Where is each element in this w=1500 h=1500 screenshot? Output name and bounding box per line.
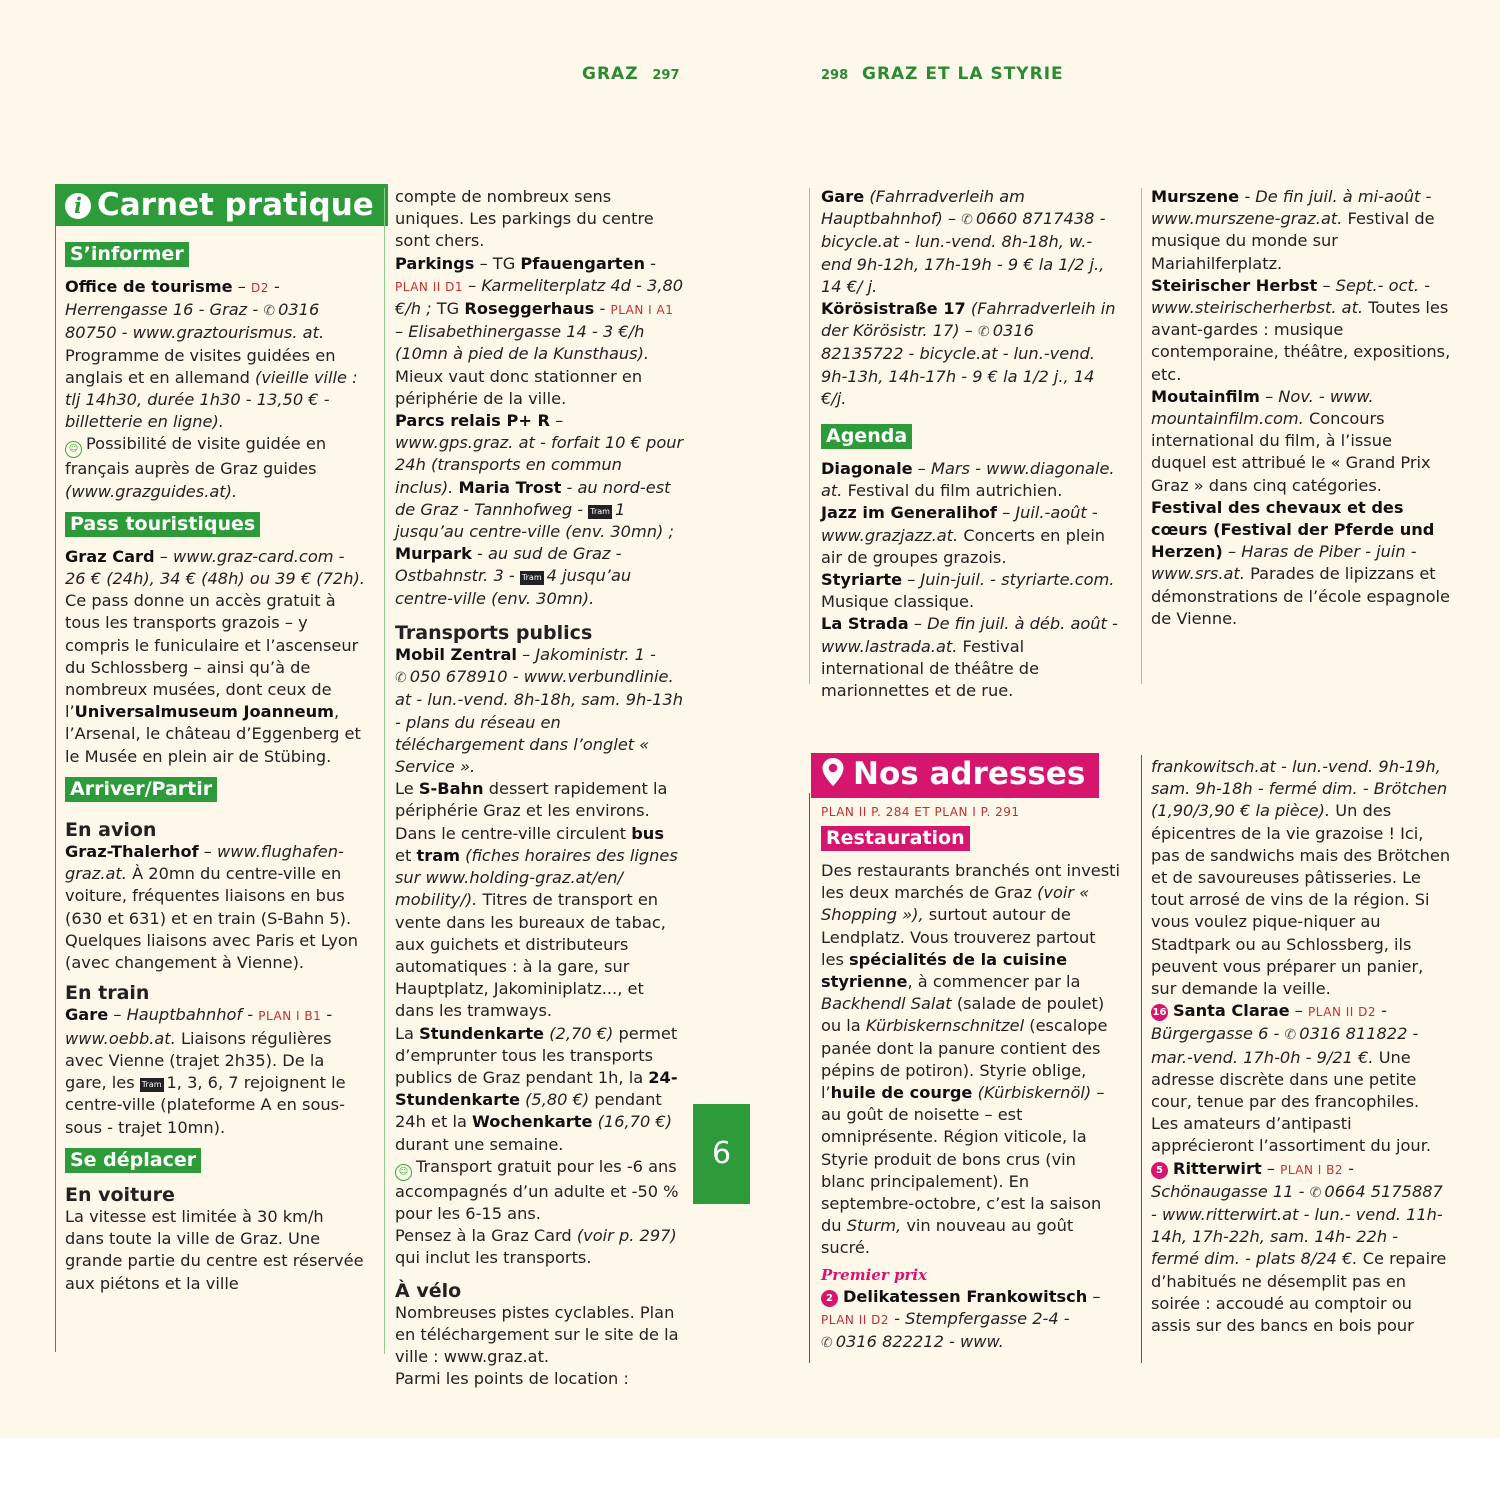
plan-reference: PLAN II P. 284 ET PLAN I P. 291 bbox=[821, 805, 1020, 819]
tram-icon: Tram bbox=[520, 571, 544, 585]
tram-icon: Tram bbox=[588, 505, 612, 519]
styriarte-entry: Styriarte – Juin-juil. - styriarte.com. Musique classique. bbox=[821, 570, 1115, 612]
delikatessen-entry: 2 Delikatessen Frankowitsch – PLAN II D2 - Stempfergasse 2-4 - ✆ 0316 822212 - www. bbox=[821, 1286, 1101, 1352]
left-running-header bbox=[582, 64, 680, 84]
bike-gare-entry: Gare (Fahrradverleih am Hauptbahnhof) – ✆ 0660 8717438 - bicycle.at - lun.-vend. 8h-18h, w.-end 9h-12h, 17h-19h - 9 € la 1/2 j., 14 €/ j. bbox=[821, 187, 1106, 296]
parcs-relais-entry: Parcs relais P+ R – www.gps.graz. at - forfait 10 € pour 24h (transports en commun inclus). Maria Trost - au nord-est de Graz - Tannhofweg - Tram 1 jusqu’au centre-ville (env. 30mn) ; Murpark - au sud de Graz - Ostbahnstr. 3 - Tram 4 jusqu’au centre-ville (env. 30mn). bbox=[395, 411, 684, 608]
map-pin-icon bbox=[821, 756, 845, 798]
velo-location-text: Parmi les points de location : bbox=[395, 1369, 629, 1389]
festival-chevaux-entry: Festival des chevaux et des cœurs (Festival der Pferde und Herzen) – Haras de Piber - juin - www.srs.at. Parades de lipizzans et démonstrations de l’école espagnole de Vienne. bbox=[1151, 497, 1450, 628]
col6-rule bbox=[1141, 755, 1142, 1363]
parkings-entry: Parkings – TG Pfauengarten - PLAN II D1 – Karmeliterplatz 4d - 3,80 €/h ; TG Roseggerhaus - PLAN I A1 – Elisabethinergasse 14 - 3 €/h (10mn à pied de la Kunsthaus). bbox=[395, 253, 684, 364]
column-3 bbox=[821, 186, 1121, 702]
premier-prix-label: Premier prix bbox=[821, 1265, 927, 1284]
train-heading: En train bbox=[65, 982, 150, 1005]
phone-icon: ✆ bbox=[1309, 1184, 1322, 1201]
velo-heading: À vélo bbox=[395, 1279, 462, 1302]
tram-icon: Tram bbox=[140, 1078, 164, 1092]
graz-card-entry: Graz Card – www.graz-card.com - 26 € (24h), 34 € (48h) ou 39 € (72h). Ce pass donne un accès gratuit à tous les transports grazois – y compris le funiculaire et l’ascenseur du Schlossberg – ainsi qu’à de nombreux musées, dont ceux de l’Universalmuseum Joanneum, l’Arsenal, le château d’Eggenberg et le Musée en plein air de Stübing. bbox=[65, 546, 365, 766]
deplacer-heading: Se déplacer bbox=[65, 1148, 201, 1173]
column-5 bbox=[821, 801, 1121, 1354]
carnet-pratique-title: i Carnet pratique bbox=[55, 184, 388, 226]
free-transport-text: ☺ Transport gratuit pour les -6 ans accompagnés d’un adulte et -50 % pour les 6-15 ans. bbox=[395, 1156, 679, 1223]
voiture-text: La vitesse est limitée à 30 km/h dans toute la ville de Graz. Une grande partie du centre est réservée aux piétons et la ville bbox=[65, 1206, 364, 1293]
right-running-header bbox=[821, 64, 1064, 84]
column-4 bbox=[1151, 186, 1451, 630]
right-header-title: GRAZ ET LA STYRIE bbox=[861, 64, 1064, 84]
info-icon: i bbox=[65, 193, 91, 219]
diagonale-entry: Diagonale – Mars - www.diagonale. at. Festival du film autrichien. bbox=[821, 459, 1115, 501]
mountainfilm-entry: Moutainfilm – Nov. - www. mountainfilm.com. Concours international du film, à l’issue duquel est attribué le « Grand Prix Graz » dans cinq catégories. bbox=[1151, 386, 1431, 495]
avion-entry: Graz-Thalerhof – www.flughafen-graz.at. À 20mn du centre-ville en voiture, fréquentes liaisons en bus (630 et 631) et en train (S-Bahn 5). Quelques liaisons avec Paris et Lyon (avec changement à Vienne). bbox=[65, 842, 359, 973]
phone-icon: ✆ bbox=[821, 1335, 833, 1352]
herbst-entry: Steirischer Herbst – Sept.- oct. - www.steirischerherbst. at. Toutes les avant-gardes : musique contemporaine, théâtre, expositions, etc. bbox=[1151, 275, 1451, 384]
murszene-entry: Murszene - De fin juil. à mi-août - www.murszene-graz.at. Festival de musique du monde sur Mariahilferplatz. bbox=[1151, 187, 1435, 273]
left-header-title: GRAZ bbox=[582, 64, 639, 84]
graz-card-reminder: Pensez à la Graz Card (voir p. 297) qui inclut les transports. bbox=[395, 1226, 677, 1268]
right-page-number: 298 bbox=[821, 68, 849, 83]
velo-text: Nombreuses pistes cyclables. Plan en téléchargement sur le site de la ville : www.graz.at. bbox=[395, 1302, 679, 1367]
col4-rule bbox=[1141, 188, 1142, 684]
col3-rule bbox=[809, 188, 810, 684]
column-1 bbox=[65, 234, 365, 1295]
avion-heading: En avion bbox=[65, 818, 157, 841]
mobil-zentral-entry: Mobil Zentral – Jakoministr. 1 - ✆ 050 678910 - www.verbundlinie. at - lun.-vend. 8h-18h, sam. 9h-13h - plans du réseau en téléchargement dans l’onglet « Service ». bbox=[395, 645, 683, 777]
parking-intro: compte de nombreux sens uniques. Les parkings du centre sont chers. bbox=[395, 187, 654, 251]
delikatessen-cont: frankowitsch.at - lun.-vend. 9h-19h, sam. 9h-18h - fermé dim. - Brötchen (1,90/3,90 € la pièce). Un des épicentres de la vie grazoise ! Ici, pas de sandwichs mais des Brötchen et de savoureuses pâtisseries. Le tout arrosé de vins de la région. Si vous voulez pique-niquer au Stadtpark ou au Schlossberg, ils peuvent vous préparer un panier, sur demande la veille. bbox=[1151, 757, 1451, 999]
sinformer-heading: S’informer bbox=[65, 242, 189, 267]
smile-icon: ☺ bbox=[65, 441, 82, 458]
voiture-heading: En voiture bbox=[65, 1183, 175, 1206]
arriver-heading: Arriver/Partir bbox=[65, 777, 217, 802]
stationner-text: Mieux vaut donc stationner en périphérie de la ville. bbox=[395, 366, 643, 408]
office-note: ☺ Possibilité de visite guidée en français auprès de Graz guides (www.grazguides.at). bbox=[65, 434, 327, 501]
phone-icon: ✆ bbox=[978, 324, 990, 341]
col5-rule bbox=[809, 793, 810, 1363]
address-number-badge: 5 bbox=[1151, 1162, 1168, 1179]
col1-rule bbox=[55, 226, 56, 1352]
col2-rule bbox=[384, 188, 385, 1354]
pass-heading: Pass touristiques bbox=[65, 512, 260, 537]
smile-icon: ☺ bbox=[395, 1164, 412, 1181]
gare-entry: Gare – Hauptbahnhof - PLAN I B1 - www.oebb.at. Liaisons régulières avec Vienne (trajet 2h35). De la gare, les Tram 1, 3, 6, 7 rejoignent le centre-ville (plateforme A en sous-sous - trajet 10mn). bbox=[65, 1005, 346, 1137]
phone-icon: ✆ bbox=[263, 303, 276, 320]
address-number-badge: 16 bbox=[1151, 1004, 1168, 1021]
lastrada-entry: La Strada – De fin juil. à déb. août - www.lastrada.at. Festival international de théâtre de marionnettes et de rue. bbox=[821, 614, 1118, 701]
column-6 bbox=[1151, 756, 1451, 1337]
phone-icon: ✆ bbox=[1284, 1027, 1297, 1044]
santa-clarae-entry: 16 Santa Clarae – PLAN II D2 - Bürgergasse 6 - ✆ 0316 811822 - mar.-vend. 17h-0h - 9/21 €. Une adresse discrète dans une petite cour, tenue par des francophiles. Les amateurs d’antipasti apprécieront l’assortiment du jour. bbox=[1151, 1001, 1432, 1156]
office-entry: Office de tourisme – D2 - Herrengasse 16 - Graz - ✆ 0316 80750 - www.graztourismus. at. Programme de visites guidées en anglais et en allemand (vieille ville : tlj 14h30, durée 1h30 - 13,50 € - billetterie en ligne). bbox=[65, 277, 358, 432]
tickets-text: La Stundenkarte (2,70 €) permet d’emprunter tous les transports publics de Graz pendant 1h, la 24-Stundenkarte (5,80 €) pendant 24h et la Wochenkarte (16,70 €) durant une semaine. bbox=[395, 1023, 678, 1154]
chapter-tab: 6 bbox=[693, 1104, 750, 1204]
ritterwirt-entry: 5 Ritterwirt – PLAN I B2 - Schönaugasse 11 - ✆ 0664 5175887 - www.ritterwirt.at - lun.- vend. 11h-14h, 17h-22h, sam. 14h- 22h - fermé dim. - plats 8/24 €. Ce repaire d’habitués ne désemplit pas en soirée : accoudé au comptoir ou assis sur des bancs en bois pour bbox=[1151, 1158, 1447, 1336]
sbahn-text: Le S-Bahn dessert rapidement la périphérie Graz et les environs. bbox=[395, 779, 668, 821]
phone-icon: ✆ bbox=[961, 212, 973, 229]
phone-icon: ✆ bbox=[395, 670, 407, 687]
address-number-badge: 2 bbox=[821, 1290, 838, 1307]
agenda-heading: Agenda bbox=[821, 424, 912, 449]
restauration-intro: Des restaurants branchés ont investi les deux marchés de Graz (voir « Shopping »), surtout autour de Lendplatz. Vous trouverez partout les spécialités de la cuisine styrienne, à commencer par la Backhendl Salat (salade de poulet) ou la Kürbiskernschnitzel (escalope panée dont la panure contient des pépins de potiron). Styrie oblige, l’huile de courge (Kürbiskernöl) – au goût de noisette – est omniprésente. Région viticole, la Styrie produit de bons crus (vin blanc principalement). En septembre-octobre, c’est la saison du Sturm, vin nouveau au goût sucré. bbox=[821, 861, 1121, 1258]
left-page-number: 297 bbox=[652, 68, 680, 83]
nos-adresses-title: Nos adresses bbox=[811, 753, 1099, 798]
transports-heading: Transports publics bbox=[395, 621, 593, 644]
jazz-entry: Jazz im Generalihof – Juil.-août - www.grazjazz.at. Concerts en plein air de groupes grazois. bbox=[821, 503, 1106, 567]
bike-korosi-entry: Körösistraße 17 (Fahrradverleih in der Körösistr. 17) – ✆ 0316 82135722 - bicycle.at - lun.-vend. 9h-13h, 14h-17h - 9 € la 1/2 j., 14 €/j. bbox=[821, 299, 1116, 408]
column-2 bbox=[395, 186, 685, 1391]
restauration-heading: Restauration bbox=[821, 826, 970, 851]
bus-tram-text: Dans le centre-ville circulent bus et tram (fiches horaires des lignes sur www.holding-graz.at/en/ mobility/). Titres de transport en vente dans les bureaux de tabac, aux guichets et distributeurs automatiques : à la gare, sur Hauptplatz, Jakominiplatz..., et dans les tramways. bbox=[395, 823, 678, 1021]
